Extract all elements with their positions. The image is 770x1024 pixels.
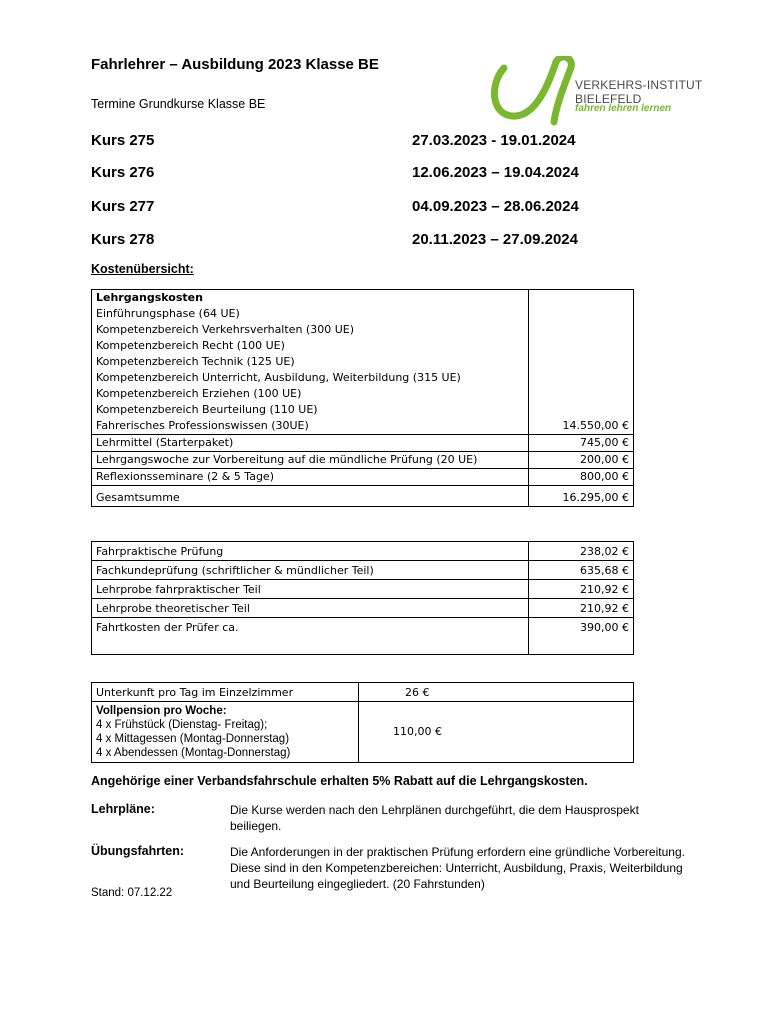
logo-name-line1: VERKEHRS-INSTITUT <box>575 78 703 92</box>
table-row <box>92 580 634 599</box>
list-item: Kompetenzbereich Unterricht, Ausbildung, Weiterbildung (315 UE) <box>96 371 461 384</box>
list-item: Kompetenzbereich Verkehrsverhalten (300 UE) <box>96 323 354 336</box>
unterkunft-label: Unterkunft pro Tag im Einzelzimmer <box>92 683 359 702</box>
list-item: Kompetenzbereich Beurteilung (110 UE) <box>96 403 318 416</box>
document-title: Fahrlehrer – Ausbildung 2023 Klasse BE <box>91 56 379 73</box>
table-row <box>92 469 634 486</box>
list-item: Einführungsphase (64 UE) <box>96 307 240 320</box>
list-item: 4 x Abendessen (Montag-Donnerstag) <box>96 747 291 759</box>
row-label: Lehrmittel (Starterpaket) <box>92 435 529 452</box>
table-row <box>92 702 634 763</box>
row-label: Gesamtsumme <box>92 486 529 507</box>
lehrgangskosten-value: 14.550,00 € <box>529 290 634 435</box>
lehrgangskosten-cell <box>92 290 529 435</box>
lehrgangskosten-title: Lehrgangskosten <box>96 291 203 304</box>
vollpension-title: Vollpension pro Woche: <box>96 705 227 717</box>
course-name: Kurs 276 <box>91 164 155 181</box>
rabatt-note: Angehörige einer Verbandsfahrschule erhalten 5% Rabatt auf die Lehrgangskosten. <box>91 774 588 788</box>
course-name: Kurs 277 <box>91 198 155 215</box>
row-label: Lehrprobe theoretischer Teil <box>92 599 529 618</box>
table-row <box>92 486 634 507</box>
unterkunft-table <box>91 682 634 763</box>
row-label: Lehrprobe fahrpraktischer Teil <box>92 580 529 599</box>
course-dates: 12.06.2023 – 19.04.2024 <box>412 164 579 181</box>
lehrgangskosten-table <box>91 289 634 507</box>
row-value: 800,00 € <box>529 469 634 486</box>
table-row <box>92 435 634 452</box>
table-row <box>92 683 634 702</box>
list-item: 4 x Mittagessen (Montag-Donnerstag) <box>96 733 290 745</box>
course-name: Kurs 278 <box>91 231 155 248</box>
row-label: Fahrtkosten der Prüfer ca. <box>92 618 529 655</box>
row-value: 16.295,00 € <box>529 486 634 507</box>
lehrplaene-text: Die Kurse werden nach den Lehrplänen durchgeführt, die dem Hausprospekt beiliegen. <box>230 803 639 833</box>
pruefungskosten-table <box>91 541 634 655</box>
row-value: 210,92 € <box>529 580 634 599</box>
table-row <box>92 618 634 655</box>
list-item: Kompetenzbereich Erziehen (100 UE) <box>96 387 302 400</box>
row-label: Lehrgangswoche zur Vorbereitung auf die mündliche Prüfung (20 UE) <box>92 452 529 469</box>
logo-tagline: fahren lehren lernen <box>575 103 672 114</box>
stand-date: Stand: 07.12.22 <box>91 887 173 899</box>
uebungsfahrten-label: Übungsfahrten: <box>91 844 185 858</box>
course-dates: 20.11.2023 – 27.09.2024 <box>412 231 578 248</box>
course-dates: 04.09.2023 – 28.06.2024 <box>412 198 579 215</box>
unterkunft-value: 26 € <box>359 683 634 702</box>
row-value: 745,00 € <box>529 435 634 452</box>
list-item: Kompetenzbereich Technik (125 UE) <box>96 355 295 368</box>
row-value: 390,00 € <box>529 618 634 655</box>
uebungsfahrten-text: Die Anforderungen in der praktischen Prüfung erfordern eine gründliche Vorbereitung. Diese sind in den Kompetenzbereichen: Unterricht, Ausbildung, Praxis, Weiterbildung und Beurteilung eingegliedert. (20 Fahrstunden) <box>230 845 685 891</box>
row-label: Fachkundeprüfung (schriftlicher & mündlicher Teil) <box>92 561 529 580</box>
row-value: 635,68 € <box>529 561 634 580</box>
row-label: Reflexionsseminare (2 & 5 Tage) <box>92 469 529 486</box>
row-value: 210,92 € <box>529 599 634 618</box>
row-value: 238,02 € <box>529 542 634 561</box>
list-item: 4 x Frühstück (Dienstag- Freitag); <box>96 719 268 731</box>
vollpension-cell <box>92 702 359 763</box>
list-item: Fahrerisches Professionswissen (30UE) <box>96 419 309 432</box>
list-item: Kompetenzbereich Recht (100 UE) <box>96 339 285 352</box>
table-row <box>92 599 634 618</box>
table-row <box>92 452 634 469</box>
table-row <box>92 290 634 435</box>
lehrplaene-label: Lehrpläne: <box>91 802 155 816</box>
vollpension-value: 110,00 € <box>359 702 634 763</box>
kosten-heading: Kostenübersicht: <box>91 262 194 276</box>
document-subtitle: Termine Grundkurse Klasse BE <box>91 97 266 111</box>
course-dates: 27.03.2023 - 19.01.2024 <box>412 132 576 149</box>
course-name: Kurs 275 <box>91 132 155 149</box>
logo-name-line2: BIELEFELD <box>575 92 642 106</box>
table-row <box>92 542 634 561</box>
row-value: 200,00 € <box>529 452 634 469</box>
row-label: Fahrpraktische Prüfung <box>92 542 529 561</box>
table-row <box>92 561 634 580</box>
